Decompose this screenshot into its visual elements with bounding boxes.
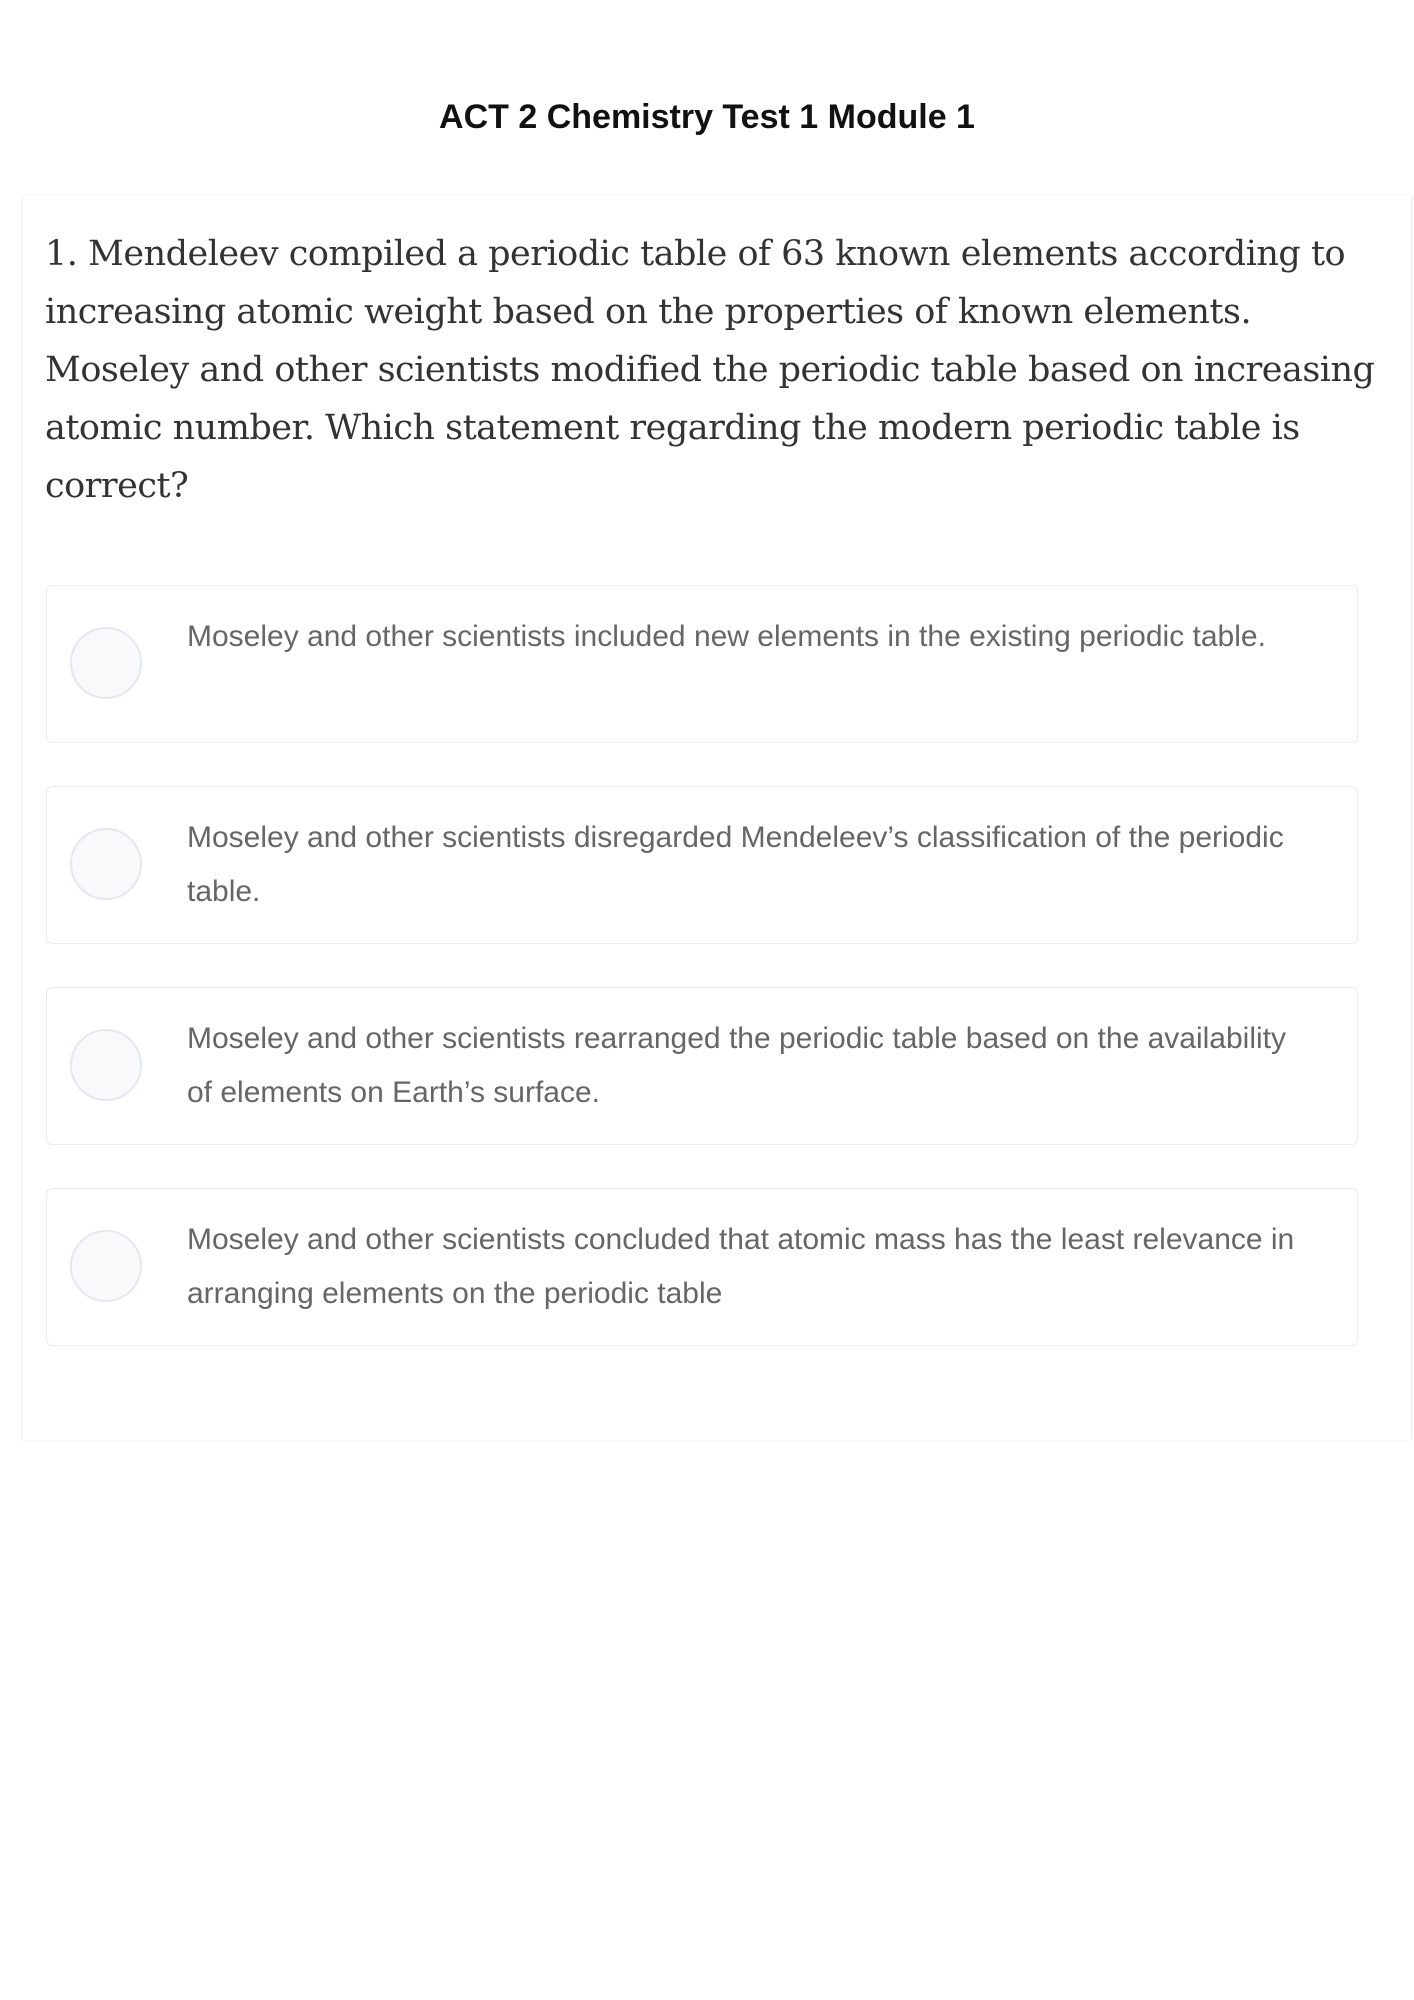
radio-button[interactable] (70, 627, 142, 699)
option-label: Moseley and other scientists disregarded Mendeleev’s classification of the periodic table. (187, 821, 1284, 908)
answer-option-3[interactable] (46, 987, 1358, 1145)
radio-button[interactable] (70, 828, 142, 900)
answer-option-1[interactable] (46, 585, 1358, 743)
question-text: 1. Mendeleev compiled a periodic table of 63 known elements according to increasing atomic weight based on the properties of known elements. Moseley and other scientists modified the periodic table based on increasing atomic number. Which statement regarding the modern periodic table is correct? (45, 234, 1375, 506)
radio-button[interactable] (70, 1230, 142, 1302)
option-label: Moseley and other scientists rearranged the periodic table based on the availability of elements on Earth’s surface. (187, 1022, 1286, 1109)
answer-option-4[interactable] (46, 1188, 1358, 1346)
radio-button[interactable] (70, 1029, 142, 1101)
answer-option-2[interactable] (46, 786, 1358, 944)
option-label: Moseley and other scientists included new elements in the existing periodic table. (187, 620, 1266, 653)
page-title: ACT 2 Chemistry Test 1 Module 1 (439, 98, 975, 136)
option-label: Moseley and other scientists concluded that atomic mass has the least relevance in arranging elements on the periodic table (187, 1223, 1295, 1310)
